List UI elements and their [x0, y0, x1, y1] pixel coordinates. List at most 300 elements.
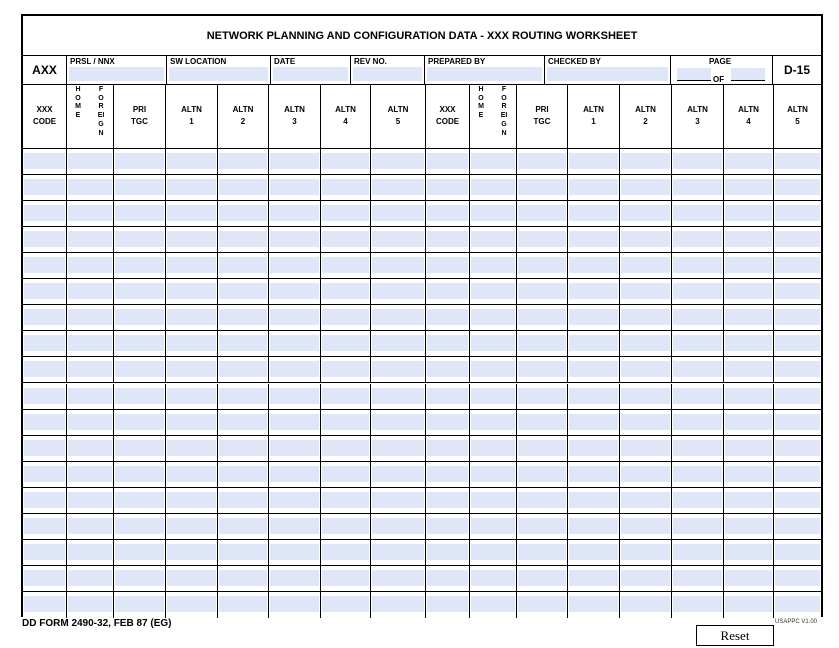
cell-input-field[interactable]: [24, 179, 65, 195]
cell-input-field[interactable]: [167, 283, 216, 299]
cell-input-field[interactable]: [427, 466, 468, 482]
cell-input-field[interactable]: [569, 309, 618, 325]
cell-input-field[interactable]: [673, 466, 722, 482]
cell-input-field[interactable]: [569, 492, 618, 508]
cell-input-field[interactable]: [673, 544, 722, 560]
cell-input-field[interactable]: [725, 414, 772, 430]
cell-input-field[interactable]: [518, 570, 566, 586]
cell-input-field[interactable]: [115, 414, 164, 430]
prsl-nnx-field[interactable]: [69, 67, 164, 81]
cell-input-field[interactable]: [427, 153, 468, 169]
cell-input-field[interactable]: [219, 361, 267, 377]
cell-input-field[interactable]: [24, 492, 65, 508]
cell-input-field[interactable]: [24, 518, 65, 534]
cell-input-field[interactable]: [725, 466, 772, 482]
cell-input-field[interactable]: [471, 596, 515, 612]
cell-input-field[interactable]: [775, 335, 820, 351]
cell-input-field[interactable]: [471, 361, 515, 377]
cell-input-field[interactable]: [115, 231, 164, 247]
cell-input-field[interactable]: [167, 414, 216, 430]
cell-input-field[interactable]: [115, 309, 164, 325]
cell-input-field[interactable]: [518, 335, 566, 351]
cell-input-field[interactable]: [322, 361, 369, 377]
cell-input-field[interactable]: [673, 361, 722, 377]
cell-input-field[interactable]: [68, 335, 112, 351]
cell-input-field[interactable]: [219, 283, 267, 299]
cell-input-field[interactable]: [427, 283, 468, 299]
cell-input-field[interactable]: [115, 179, 164, 195]
checked-by-field[interactable]: [547, 67, 668, 81]
cell-input-field[interactable]: [775, 388, 820, 404]
cell-input-field[interactable]: [518, 518, 566, 534]
cell-input-field[interactable]: [471, 388, 515, 404]
cell-input-field[interactable]: [68, 466, 112, 482]
cell-input-field[interactable]: [621, 231, 670, 247]
cell-input-field[interactable]: [219, 518, 267, 534]
cell-input-field[interactable]: [115, 492, 164, 508]
cell-input-field[interactable]: [167, 335, 216, 351]
cell-input-field[interactable]: [115, 205, 164, 221]
cell-input-field[interactable]: [427, 492, 468, 508]
cell-input-field[interactable]: [68, 153, 112, 169]
cell-input-field[interactable]: [471, 466, 515, 482]
cell-input-field[interactable]: [270, 440, 319, 456]
cell-input-field[interactable]: [518, 257, 566, 273]
cell-input-field[interactable]: [518, 205, 566, 221]
cell-input-field[interactable]: [322, 283, 369, 299]
cell-input-field[interactable]: [673, 492, 722, 508]
cell-input-field[interactable]: [621, 335, 670, 351]
cell-input-field[interactable]: [673, 596, 722, 612]
cell-input-field[interactable]: [167, 257, 216, 273]
cell-input-field[interactable]: [24, 544, 65, 560]
cell-input-field[interactable]: [621, 179, 670, 195]
cell-input-field[interactable]: [621, 205, 670, 221]
cell-input-field[interactable]: [775, 518, 820, 534]
cell-input-field[interactable]: [270, 309, 319, 325]
cell-input-field[interactable]: [68, 231, 112, 247]
cell-input-field[interactable]: [24, 335, 65, 351]
cell-input-field[interactable]: [270, 283, 319, 299]
cell-input-field[interactable]: [518, 361, 566, 377]
cell-input-field[interactable]: [115, 388, 164, 404]
cell-input-field[interactable]: [219, 570, 267, 586]
cell-input-field[interactable]: [427, 257, 468, 273]
cell-input-field[interactable]: [24, 283, 65, 299]
cell-input-field[interactable]: [24, 414, 65, 430]
table-row: [23, 201, 821, 227]
cell-input-field[interactable]: [427, 440, 468, 456]
cell-input-field[interactable]: [372, 596, 424, 612]
cell-input-field[interactable]: [621, 309, 670, 325]
cell-input-field[interactable]: [471, 257, 515, 273]
cell-input-field[interactable]: [775, 309, 820, 325]
cell-input-field[interactable]: [270, 414, 319, 430]
cell-input-field[interactable]: [270, 205, 319, 221]
cell-input-field[interactable]: [24, 153, 65, 169]
cell-input-field[interactable]: [471, 414, 515, 430]
cell-input-field[interactable]: [322, 153, 369, 169]
cell-input-field[interactable]: [270, 361, 319, 377]
cell-input-field[interactable]: [569, 518, 618, 534]
cell-input-field[interactable]: [471, 309, 515, 325]
cell-input-field[interactable]: [219, 440, 267, 456]
cell-input-field[interactable]: [115, 153, 164, 169]
cell-input-field[interactable]: [471, 205, 515, 221]
table-cell: [774, 540, 821, 566]
cell-input-field[interactable]: [518, 153, 566, 169]
cell-input-field[interactable]: [427, 570, 468, 586]
cell-input-field[interactable]: [775, 257, 820, 273]
cell-input-field[interactable]: [775, 231, 820, 247]
cell-input-field[interactable]: [270, 596, 319, 612]
cell-input-field[interactable]: [68, 414, 112, 430]
cell-input-field[interactable]: [322, 205, 369, 221]
cell-input-field[interactable]: [725, 518, 772, 534]
cell-input-field[interactable]: [167, 231, 216, 247]
cell-input-field[interactable]: [427, 596, 468, 612]
cell-input-field[interactable]: [115, 283, 164, 299]
cell-input-field[interactable]: [322, 570, 369, 586]
cell-input-field[interactable]: [372, 492, 424, 508]
cell-input-field[interactable]: [673, 257, 722, 273]
cell-input-field[interactable]: [68, 179, 112, 195]
cell-input-field[interactable]: [68, 205, 112, 221]
cell-input-field[interactable]: [725, 231, 772, 247]
cell-input-field[interactable]: [270, 466, 319, 482]
cell-input-field[interactable]: [115, 257, 164, 273]
cell-input-field[interactable]: [167, 518, 216, 534]
cell-input-field[interactable]: [621, 388, 670, 404]
cell-input-field[interactable]: [673, 309, 722, 325]
cell-input-field[interactable]: [518, 544, 566, 560]
cell-input-field[interactable]: [427, 309, 468, 325]
cell-input-field[interactable]: [115, 596, 164, 612]
cell-input-field[interactable]: [24, 596, 65, 612]
cell-input-field[interactable]: [725, 570, 772, 586]
cell-input-field[interactable]: [167, 440, 216, 456]
cell-input-field[interactable]: [569, 414, 618, 430]
cell-input-field[interactable]: [219, 466, 267, 482]
cell-input-field[interactable]: [322, 309, 369, 325]
cell-input-field[interactable]: [322, 414, 369, 430]
cell-input-field[interactable]: [725, 361, 772, 377]
table-cell: [568, 305, 620, 331]
cell-input-field[interactable]: [270, 153, 319, 169]
cell-input-field[interactable]: [569, 257, 618, 273]
cell-input-field[interactable]: [775, 544, 820, 560]
cell-input-field[interactable]: [167, 492, 216, 508]
cell-input-field[interactable]: [569, 231, 618, 247]
cell-input-field[interactable]: [68, 544, 112, 560]
cell-input-field[interactable]: [322, 492, 369, 508]
cell-input-field[interactable]: [167, 179, 216, 195]
cell-input-field[interactable]: [24, 309, 65, 325]
cell-input-field[interactable]: [167, 153, 216, 169]
cell-input-field[interactable]: [518, 309, 566, 325]
cell-input-field[interactable]: [775, 361, 820, 377]
cell-input-field[interactable]: [673, 388, 722, 404]
cell-input-field[interactable]: [372, 335, 424, 351]
cell-input-field[interactable]: [775, 596, 820, 612]
cell-input-field[interactable]: [115, 335, 164, 351]
page-total-field[interactable]: [731, 68, 765, 81]
cell-input-field[interactable]: [518, 414, 566, 430]
cell-input-field[interactable]: [167, 205, 216, 221]
cell-input-field[interactable]: [518, 231, 566, 247]
cell-input-field[interactable]: [322, 518, 369, 534]
cell-input-field[interactable]: [270, 335, 319, 351]
cell-input-field[interactable]: [322, 388, 369, 404]
cell-input-field[interactable]: [725, 596, 772, 612]
cell-input-field[interactable]: [673, 518, 722, 534]
cell-input-field[interactable]: [68, 596, 112, 612]
cell-input-field[interactable]: [621, 570, 670, 586]
cell-input-field[interactable]: [24, 257, 65, 273]
cell-input-field[interactable]: [115, 544, 164, 560]
cell-input-field[interactable]: [569, 283, 618, 299]
cell-input-field[interactable]: [725, 440, 772, 456]
cell-input-field[interactable]: [115, 466, 164, 482]
cell-input-field[interactable]: [621, 440, 670, 456]
cell-input-field[interactable]: [219, 179, 267, 195]
cell-input-field[interactable]: [372, 466, 424, 482]
cell-input-field[interactable]: [775, 414, 820, 430]
cell-input-field[interactable]: [372, 570, 424, 586]
cell-input-field[interactable]: [427, 179, 468, 195]
cell-input-field[interactable]: [725, 257, 772, 273]
cell-input-field[interactable]: [372, 518, 424, 534]
cell-input-field[interactable]: [775, 492, 820, 508]
cell-input-field[interactable]: [725, 544, 772, 560]
cell-input-field[interactable]: [518, 179, 566, 195]
cell-input-field[interactable]: [471, 179, 515, 195]
cell-input-field[interactable]: [518, 283, 566, 299]
cell-input-field[interactable]: [725, 388, 772, 404]
cell-input-field[interactable]: [270, 388, 319, 404]
cell-input-field[interactable]: [673, 570, 722, 586]
cell-input-field[interactable]: [427, 361, 468, 377]
cell-input-field[interactable]: [322, 440, 369, 456]
cell-input-field[interactable]: [427, 388, 468, 404]
cell-input-field[interactable]: [372, 361, 424, 377]
cell-input-field[interactable]: [569, 544, 618, 560]
cell-input-field[interactable]: [68, 440, 112, 456]
cell-input-field[interactable]: [372, 388, 424, 404]
reset-button[interactable]: Reset: [696, 625, 774, 646]
cell-input-field[interactable]: [725, 205, 772, 221]
cell-input-field[interactable]: [167, 570, 216, 586]
cell-input-field[interactable]: [621, 466, 670, 482]
cell-input-field[interactable]: [471, 570, 515, 586]
cell-input-field[interactable]: [673, 335, 722, 351]
cell-input-field[interactable]: [24, 466, 65, 482]
cell-input-field[interactable]: [270, 179, 319, 195]
cell-input-field[interactable]: [24, 205, 65, 221]
cell-input-field[interactable]: [427, 231, 468, 247]
cell-input-field[interactable]: [68, 492, 112, 508]
cell-input-field[interactable]: [372, 231, 424, 247]
cell-input-field[interactable]: [775, 283, 820, 299]
cell-input-field[interactable]: [621, 492, 670, 508]
cell-input-field[interactable]: [775, 570, 820, 586]
cell-input-field[interactable]: [219, 596, 267, 612]
cell-input-field[interactable]: [115, 518, 164, 534]
cell-input-field[interactable]: [68, 388, 112, 404]
cell-input-field[interactable]: [673, 414, 722, 430]
cell-input-field[interactable]: [24, 570, 65, 586]
cell-input-field[interactable]: [673, 283, 722, 299]
cell-input-field[interactable]: [725, 309, 772, 325]
cell-input-field[interactable]: [372, 309, 424, 325]
cell-input-field[interactable]: [775, 466, 820, 482]
cell-input-field[interactable]: [471, 231, 515, 247]
cell-input-field[interactable]: [518, 440, 566, 456]
cell-input-field[interactable]: [219, 544, 267, 560]
sw-location-field[interactable]: [169, 67, 268, 81]
cell-input-field[interactable]: [673, 179, 722, 195]
cell-input-field[interactable]: [621, 257, 670, 273]
cell-input-field[interactable]: [24, 231, 65, 247]
cell-input-field[interactable]: [518, 466, 566, 482]
cell-input-field[interactable]: [68, 518, 112, 534]
cell-input-field[interactable]: [68, 257, 112, 273]
cell-input-field[interactable]: [219, 153, 267, 169]
cell-input-field[interactable]: [270, 518, 319, 534]
cell-input-field[interactable]: [372, 544, 424, 560]
cell-input-field[interactable]: [219, 257, 267, 273]
cell-input-field[interactable]: [270, 231, 319, 247]
cell-input-field[interactable]: [471, 492, 515, 508]
cell-input-field[interactable]: [621, 414, 670, 430]
cell-input-field[interactable]: [569, 179, 618, 195]
cell-input-field[interactable]: [24, 361, 65, 377]
cell-input-field[interactable]: [167, 544, 216, 560]
cell-input-field[interactable]: [621, 518, 670, 534]
cell-input-field[interactable]: [569, 335, 618, 351]
cell-input-field[interactable]: [219, 309, 267, 325]
cell-input-field[interactable]: [219, 205, 267, 221]
cell-input-field[interactable]: [427, 544, 468, 560]
cell-input-field[interactable]: [775, 179, 820, 195]
cell-input-field[interactable]: [322, 257, 369, 273]
cell-input-field[interactable]: [471, 440, 515, 456]
cell-input-field[interactable]: [115, 570, 164, 586]
cell-input-field[interactable]: [270, 492, 319, 508]
cell-input-field[interactable]: [471, 153, 515, 169]
rev-no-field[interactable]: [353, 67, 422, 81]
cell-input-field[interactable]: [518, 388, 566, 404]
cell-input-field[interactable]: [518, 596, 566, 612]
cell-input-field[interactable]: [167, 309, 216, 325]
cell-input-field[interactable]: [621, 361, 670, 377]
cell-input-field[interactable]: [621, 283, 670, 299]
cell-input-field[interactable]: [372, 179, 424, 195]
cell-input-field[interactable]: [270, 544, 319, 560]
cell-input-field[interactable]: [427, 205, 468, 221]
cell-input-field[interactable]: [219, 414, 267, 430]
cell-input-field[interactable]: [219, 335, 267, 351]
cell-input-field[interactable]: [68, 309, 112, 325]
cell-input-field[interactable]: [167, 466, 216, 482]
cell-input-field[interactable]: [621, 544, 670, 560]
cell-input-field[interactable]: [167, 361, 216, 377]
cell-input-field[interactable]: [569, 440, 618, 456]
cell-input-field[interactable]: [322, 179, 369, 195]
page-number-field[interactable]: [677, 68, 711, 81]
cell-input-field[interactable]: [427, 518, 468, 534]
cell-input-field[interactable]: [115, 361, 164, 377]
cell-input-field[interactable]: [372, 440, 424, 456]
cell-input-field[interactable]: [372, 257, 424, 273]
cell-input-field[interactable]: [518, 492, 566, 508]
cell-input-field[interactable]: [219, 492, 267, 508]
cell-input-field[interactable]: [569, 388, 618, 404]
cell-input-field[interactable]: [24, 388, 65, 404]
cell-input-field[interactable]: [673, 153, 722, 169]
cell-input-field[interactable]: [725, 283, 772, 299]
cell-input-field[interactable]: [569, 466, 618, 482]
cell-input-field[interactable]: [775, 440, 820, 456]
cell-input-field[interactable]: [471, 283, 515, 299]
cell-input-field[interactable]: [775, 153, 820, 169]
cell-input-field[interactable]: [725, 492, 772, 508]
cell-input-field[interactable]: [322, 231, 369, 247]
cell-input-field[interactable]: [167, 388, 216, 404]
prepared-by-field[interactable]: [427, 67, 542, 81]
cell-input-field[interactable]: [725, 179, 772, 195]
cell-input-field[interactable]: [372, 283, 424, 299]
cell-input-field[interactable]: [471, 544, 515, 560]
cell-input-field[interactable]: [322, 466, 369, 482]
cell-input-field[interactable]: [673, 440, 722, 456]
cell-input-field[interactable]: [372, 205, 424, 221]
cell-input-field[interactable]: [322, 335, 369, 351]
cell-input-field[interactable]: [725, 335, 772, 351]
cell-input-field[interactable]: [569, 596, 618, 612]
cell-input-field[interactable]: [167, 596, 216, 612]
cell-input-field[interactable]: [471, 335, 515, 351]
cell-input-field[interactable]: [219, 231, 267, 247]
cell-input-field[interactable]: [322, 544, 369, 560]
date-field[interactable]: [273, 67, 348, 81]
cell-input-field[interactable]: [673, 205, 722, 221]
cell-input-field[interactable]: [471, 518, 515, 534]
cell-input-field[interactable]: [219, 388, 267, 404]
cell-input-field[interactable]: [569, 153, 618, 169]
cell-input-field[interactable]: [68, 283, 112, 299]
cell-input-field[interactable]: [115, 440, 164, 456]
cell-input-field[interactable]: [427, 414, 468, 430]
cell-input-field[interactable]: [621, 153, 670, 169]
cell-input-field[interactable]: [372, 153, 424, 169]
cell-input-field[interactable]: [621, 596, 670, 612]
cell-input-field[interactable]: [673, 231, 722, 247]
cell-input-field[interactable]: [270, 257, 319, 273]
cell-input-field[interactable]: [725, 153, 772, 169]
cell-input-field[interactable]: [24, 440, 65, 456]
cell-input-field[interactable]: [569, 361, 618, 377]
cell-input-field[interactable]: [322, 596, 369, 612]
cell-input-field[interactable]: [270, 570, 319, 586]
cell-input-field[interactable]: [569, 205, 618, 221]
cell-input-field[interactable]: [68, 570, 112, 586]
cell-input-field[interactable]: [569, 570, 618, 586]
cell-input-field[interactable]: [427, 335, 468, 351]
cell-input-field[interactable]: [372, 414, 424, 430]
cell-input-field[interactable]: [68, 361, 112, 377]
cell-input-field[interactable]: [775, 205, 820, 221]
